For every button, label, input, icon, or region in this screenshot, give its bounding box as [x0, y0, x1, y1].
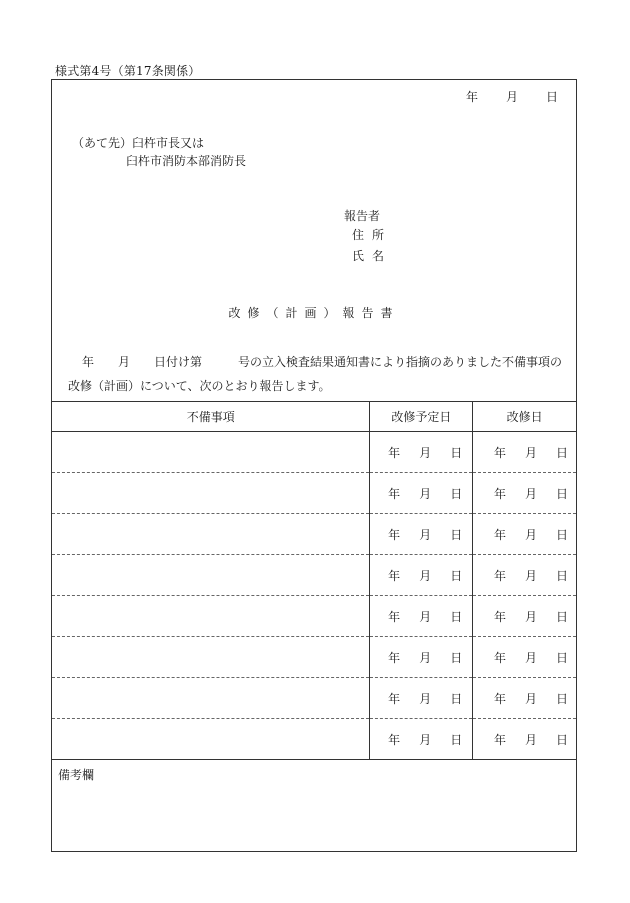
header-repair-date: 改修日 [473, 402, 577, 432]
repair-day-unit: 日 [555, 691, 568, 706]
repair-day-unit: 日 [555, 732, 568, 747]
planned-date-cell[interactable] [370, 555, 473, 596]
body-line-2: 改修（計画）について、次のとおり報告します。 [68, 379, 331, 393]
reporter-label: 報告者 [344, 209, 381, 223]
repair-date-cell[interactable] [473, 637, 577, 678]
table-row [52, 678, 577, 719]
addressee-line1: 臼杵市長又は [132, 136, 205, 150]
repair-date-cell[interactable] [473, 473, 577, 514]
date-day: 日 [545, 90, 558, 104]
remarks-label: 備考欄 [58, 768, 95, 782]
defect-cell[interactable] [52, 555, 370, 596]
planned-day-unit: 日 [450, 650, 463, 665]
planned-date-cell[interactable] [370, 432, 473, 473]
report-form-frame [51, 79, 577, 852]
repair-year-unit: 年 [493, 568, 506, 583]
planned-day-unit: 日 [450, 691, 463, 706]
repair-date-units [494, 731, 576, 748]
repair-date-cell[interactable] [473, 678, 577, 719]
repair-month-unit: 月 [524, 609, 537, 624]
planned-day-unit: 日 [450, 486, 463, 501]
repair-day-unit: 日 [555, 445, 568, 460]
planned-date-units [388, 690, 472, 707]
header-planned-date: 改修予定日 [370, 402, 473, 432]
repair-month-unit: 月 [524, 527, 537, 542]
repair-year-unit: 年 [493, 732, 506, 747]
defect-cell[interactable] [52, 637, 370, 678]
planned-month-unit: 月 [419, 527, 432, 542]
repair-date-units [494, 567, 576, 584]
table-row [52, 555, 577, 596]
planned-month-unit: 月 [419, 609, 432, 624]
planned-date-units [388, 567, 472, 584]
defect-cell[interactable] [52, 432, 370, 473]
repair-year-unit: 年 [493, 691, 506, 706]
planned-date-units [388, 444, 472, 461]
repair-date-units [494, 485, 576, 502]
date-year: 年 [465, 90, 478, 104]
date-line [466, 88, 558, 105]
planned-year-unit: 年 [388, 568, 401, 583]
repair-year-unit: 年 [493, 650, 506, 665]
table-row [52, 473, 577, 514]
planned-year-unit: 年 [388, 732, 401, 747]
table-row [52, 514, 577, 555]
planned-year-unit: 年 [388, 650, 401, 665]
planned-date-units [388, 649, 472, 666]
defect-table [51, 401, 577, 760]
planned-day-unit: 日 [450, 568, 463, 583]
planned-date-units [388, 731, 472, 748]
repair-date-cell[interactable] [473, 596, 577, 637]
form-number-label: 様式第4号（第17条関係） [55, 64, 201, 78]
planned-day-unit: 日 [450, 609, 463, 624]
repair-date-units [494, 690, 576, 707]
repair-date-cell[interactable] [473, 555, 577, 596]
planned-month-unit: 月 [419, 650, 432, 665]
table-row [52, 432, 577, 473]
defect-cell[interactable] [52, 514, 370, 555]
planned-month-unit: 月 [419, 445, 432, 460]
planned-date-cell[interactable] [370, 514, 473, 555]
addressee-block [72, 134, 246, 170]
repair-year-unit: 年 [493, 486, 506, 501]
planned-day-unit: 日 [450, 527, 463, 542]
document-title: 改修（計画）報告書 [228, 306, 400, 320]
repair-date-units [494, 608, 576, 625]
planned-date-cell[interactable] [370, 596, 473, 637]
reporter-address-label: 住所 [352, 228, 393, 242]
planned-year-unit: 年 [388, 486, 401, 501]
table-row [52, 719, 577, 760]
header-defect: 不備事項 [52, 402, 370, 432]
addressee-line2: 臼杵市消防本部消防長 [126, 154, 247, 168]
planned-date-cell[interactable] [370, 637, 473, 678]
repair-year-unit: 年 [493, 445, 506, 460]
repair-day-unit: 日 [555, 486, 568, 501]
repair-date-cell[interactable] [473, 514, 577, 555]
defect-cell[interactable] [52, 473, 370, 514]
repair-month-unit: 月 [524, 486, 537, 501]
date-month: 月 [505, 90, 518, 104]
planned-month-unit: 月 [419, 486, 432, 501]
planned-date-units [388, 608, 472, 625]
repair-month-unit: 月 [524, 568, 537, 583]
repair-month-unit: 月 [524, 732, 537, 747]
planned-date-units [388, 526, 472, 543]
planned-year-unit: 年 [388, 445, 401, 460]
planned-month-unit: 月 [419, 732, 432, 747]
repair-date-cell[interactable] [473, 719, 577, 760]
defect-cell[interactable] [52, 596, 370, 637]
planned-date-units [388, 485, 472, 502]
body-text [68, 350, 562, 398]
reporter-block [344, 207, 392, 266]
repair-date-cell[interactable] [473, 432, 577, 473]
repair-month-unit: 月 [524, 691, 537, 706]
repair-year-unit: 年 [493, 609, 506, 624]
repair-date-units [494, 649, 576, 666]
planned-month-unit: 月 [419, 691, 432, 706]
repair-day-unit: 日 [555, 609, 568, 624]
planned-date-cell[interactable] [370, 719, 473, 760]
table-header-row [52, 402, 577, 432]
planned-year-unit: 年 [388, 609, 401, 624]
body-line-1: 年 月 日付け第 号の立入検査結果通知書により指摘のありました不備事項の [82, 355, 563, 369]
planned-date-cell[interactable] [370, 678, 473, 719]
planned-day-unit: 日 [450, 732, 463, 747]
planned-month-unit: 月 [419, 568, 432, 583]
defect-cell[interactable] [52, 678, 370, 719]
repair-date-units [494, 444, 576, 461]
repair-month-unit: 月 [524, 445, 537, 460]
repair-day-unit: 日 [555, 527, 568, 542]
planned-day-unit: 日 [450, 445, 463, 460]
repair-month-unit: 月 [524, 650, 537, 665]
repair-day-unit: 日 [555, 650, 568, 665]
table-row [52, 596, 577, 637]
addressee-prefix: （あて先） [72, 136, 133, 150]
repair-year-unit: 年 [493, 527, 506, 542]
planned-year-unit: 年 [388, 527, 401, 542]
repair-date-units [494, 526, 576, 543]
defect-cell[interactable] [52, 719, 370, 760]
planned-date-cell[interactable] [370, 473, 473, 514]
planned-year-unit: 年 [388, 691, 401, 706]
reporter-name-label: 氏名 [352, 249, 393, 263]
repair-day-unit: 日 [555, 568, 568, 583]
table-row [52, 637, 577, 678]
